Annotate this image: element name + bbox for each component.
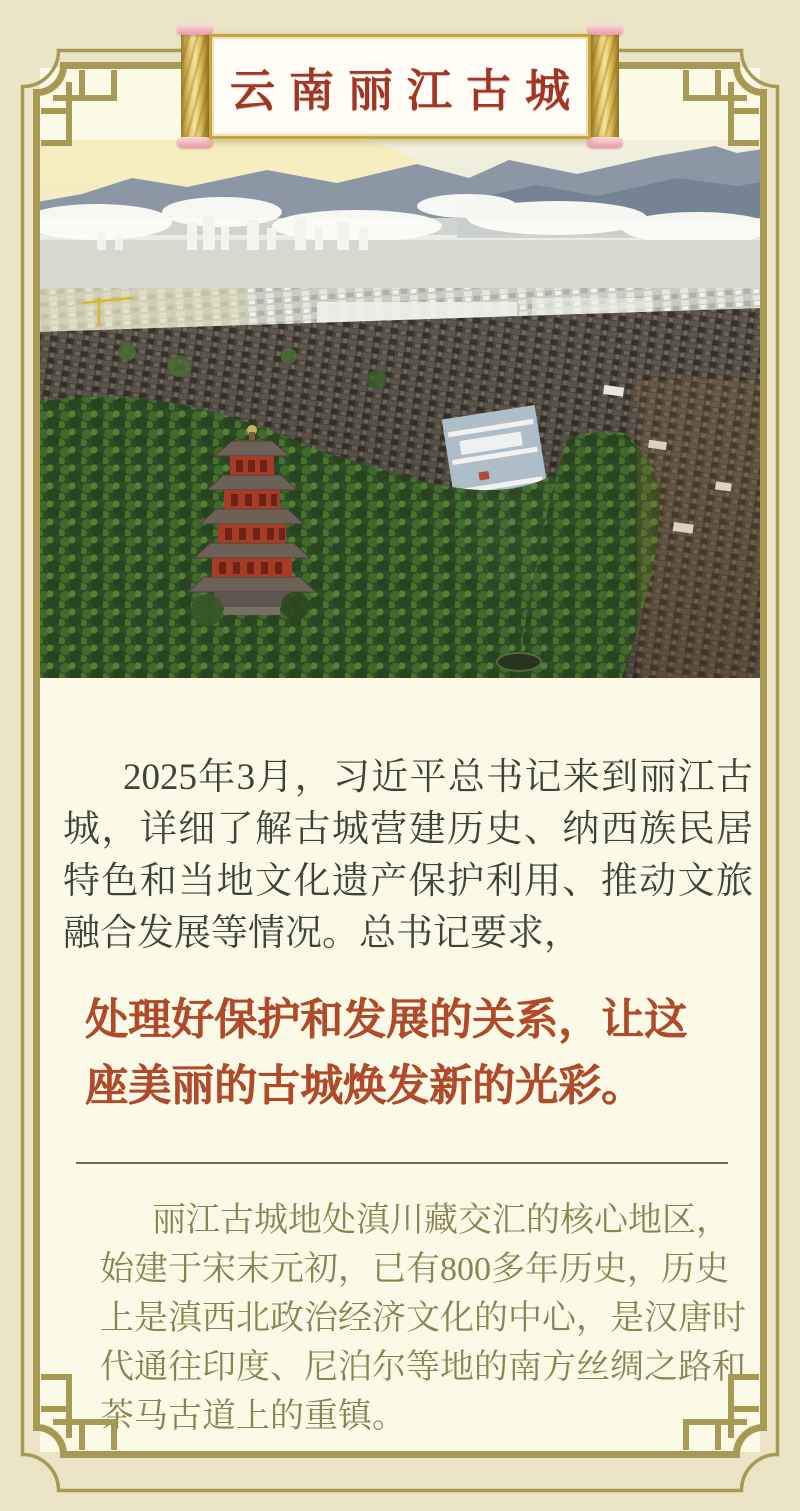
history-paragraph: 丽江古城地处滇川藏交汇的核心地区，始建于宋末元初，已有800多年历史，历史上是滇西北政治经济文化的中心，是汉唐时代通往印度、尼泊尔等地的南方丝绸之路和茶马古道上的重镇。 (100, 1202, 746, 1435)
lijiang-aerial-photo (37, 140, 763, 678)
scroll-cap-icon (177, 137, 213, 148)
title-panel (209, 34, 591, 139)
page-title: 云南丽江古城 (229, 66, 584, 116)
scroll-roller-right-icon (591, 29, 619, 143)
scroll-cap-icon (177, 24, 213, 35)
scroll-roller-left-icon (181, 29, 209, 143)
scroll-cap-icon (587, 24, 623, 35)
pond (497, 653, 541, 671)
title-scroll-banner (178, 24, 622, 148)
leader-quote: 处理好保护和发展的关系，让这座美丽的古城焕发新的光彩。 (85, 997, 687, 1110)
scroll-cap-icon (587, 137, 623, 148)
lijiang-aerial-illustration (37, 140, 763, 678)
intro-paragraph: 2025年3月，习近平总书记来到丽江古城，详细了解古城营建历史、纳西族民居特色和当地文化遗产保护利用、推动文旅融合发展等情况。总书记要求， (63, 757, 753, 954)
section-divider (76, 1162, 728, 1164)
